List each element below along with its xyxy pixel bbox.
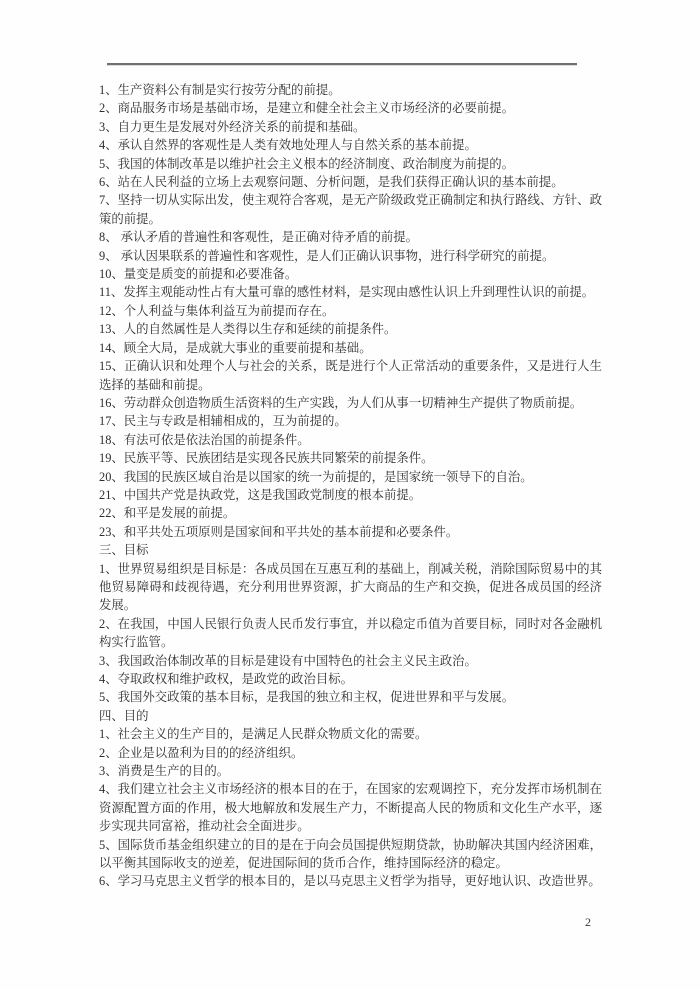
section (99, 707, 602, 891)
list-item: 9、 承认因果联系的普遍性和客观性，是人们正确认识事物，进行科学研究的前提。 (99, 248, 555, 263)
list-item: 4、夺取政权和维护政权，是政党的政治目标。 (99, 672, 354, 686)
list-item: 7、坚持一切从实际出发，使主观符合客观，是无产阶级政党正确制定和执行路线、方针、政策的前提。 (99, 193, 602, 226)
section (99, 541, 602, 707)
list-item: 19、民族平等、民族团结是实现各民族共同繁荣的前提条件。 (99, 451, 434, 466)
list-item: 3、我国政治体制改革的目标是建设有中国特色的社会主义民主政治。 (99, 653, 477, 668)
section (99, 81, 602, 541)
list-item: 6、学习马克思主义哲学的根本目的，是以马克思主义哲学为指导，更好地认识、改造世界。 (99, 874, 601, 889)
list-item: 4、承认自然界的客观性是人类有效地处理人与自然关系的基本前提。 (99, 138, 477, 153)
list-item: 2、商品服务市场是基础市场，是建立和健全社会主义市场经济的必要前提。 (99, 101, 515, 116)
section-heading: 三、目标 (99, 543, 149, 558)
list-item: 10、量变是质变的前提和必要准备。 (99, 267, 298, 282)
list-item: 11、发挥主观能动性占有大量可靠的感性材料，是实现由感性认识上升到理性认识的前提。 (99, 285, 595, 300)
list-item: 3、消费是生产的目的。 (99, 764, 230, 779)
section-heading: 四、目的 (99, 708, 149, 723)
header-rule (107, 63, 577, 65)
list-item: 5、我国外交政策的基本目标，是我国的独立和主权，促进世界和平与发展。 (99, 690, 515, 705)
list-item: 13、人的自然属性是人类得以生存和延续的前提条件。 (99, 322, 397, 337)
page-number: 2 (585, 915, 591, 929)
list-item: 1、社会主义的生产目的，是满足人民群众物质文化的需要。 (99, 727, 428, 742)
list-item: 14、顾全大局，是成就大事业的重要前提和基础。 (99, 340, 372, 355)
list-item: 1、世界贸易组织是目标是：各成员国在互惠互利的基础上，削减关税，消除国际贸易中的其他贸易障碍和歧视待遇，充分利用世界资源，扩大商品的生产和交换，促进各成员国的经济发展。 (99, 561, 602, 613)
list-item: 17、民主与专政是相辅相成的，互为前提的。 (99, 414, 347, 429)
list-item: 4、我们建立社会主义市场经济的根本目的在于，在国家的宏观调控下，充分发挥市场机制在资源配置方面的作用，极大地解放和发展生产力，不断提高人民的物质和文化生产水平，逐步实现共同富裕，推动社会全面进步。 (99, 782, 602, 834)
list-item: 5、国际货币基金组织建立的目的是在于向会员国提供短期贷款，协助解决其国内经济困难，以平衡其国际收支的逆差，促进国际间的货币合作，维持国际经济的稳定。 (99, 837, 602, 871)
list-item: 20、我国的民族区域自治是以国家的统一为前提的，是国家统一领导下的自治。 (99, 469, 533, 484)
list-item: 6、站在人民利益的立场上去观察问题、分析问题，是我们获得正确认识的基本前提。 (99, 175, 564, 190)
document-body (99, 81, 602, 891)
list-item: 2、企业是以盈利为目的的经济组织。 (99, 745, 304, 760)
list-item: 12、个人利益与集体利益互为前提而存在。 (99, 303, 335, 318)
list-item: 21、中国共产党是执政党，这是我国政党制度的根本前提。 (99, 487, 422, 502)
list-item: 3、自力更生是发展对外经济关系的前提和基础。 (99, 119, 366, 134)
list-item: 2、在我国，中国人民银行负责人民币发行事宜，并以稳定币值为首要目标，同时对各金融机构实行监管。 (99, 616, 602, 650)
list-item: 8、 承认矛盾的普遍性和客观性，是正确对待矛盾的前提。 (99, 230, 419, 245)
list-item: 15、正确认识和处理个人与社会的关系，既是进行个人正常活动的重要条件，又是进行人生选择的基础和前提。 (99, 359, 602, 392)
list-item: 16、劳动群众创造物质生活资料的生产实践，为人们从事一切精神生产提供了物质前提。 (99, 395, 583, 410)
list-item: 1、生产资料公有制是实行按劳分配的前提。 (99, 83, 341, 97)
list-item: 22、和平是发展的前提。 (99, 506, 236, 521)
list-item: 23、和平共处五项原则是国家间和平共处的基本前提和必要条件。 (99, 524, 459, 539)
list-item: 5、我国的体制改革是以维护社会主义根本的经济制度、政治制度为前提的。 (99, 156, 515, 171)
list-item: 18、有法可依是依法治国的前提条件。 (99, 432, 310, 447)
